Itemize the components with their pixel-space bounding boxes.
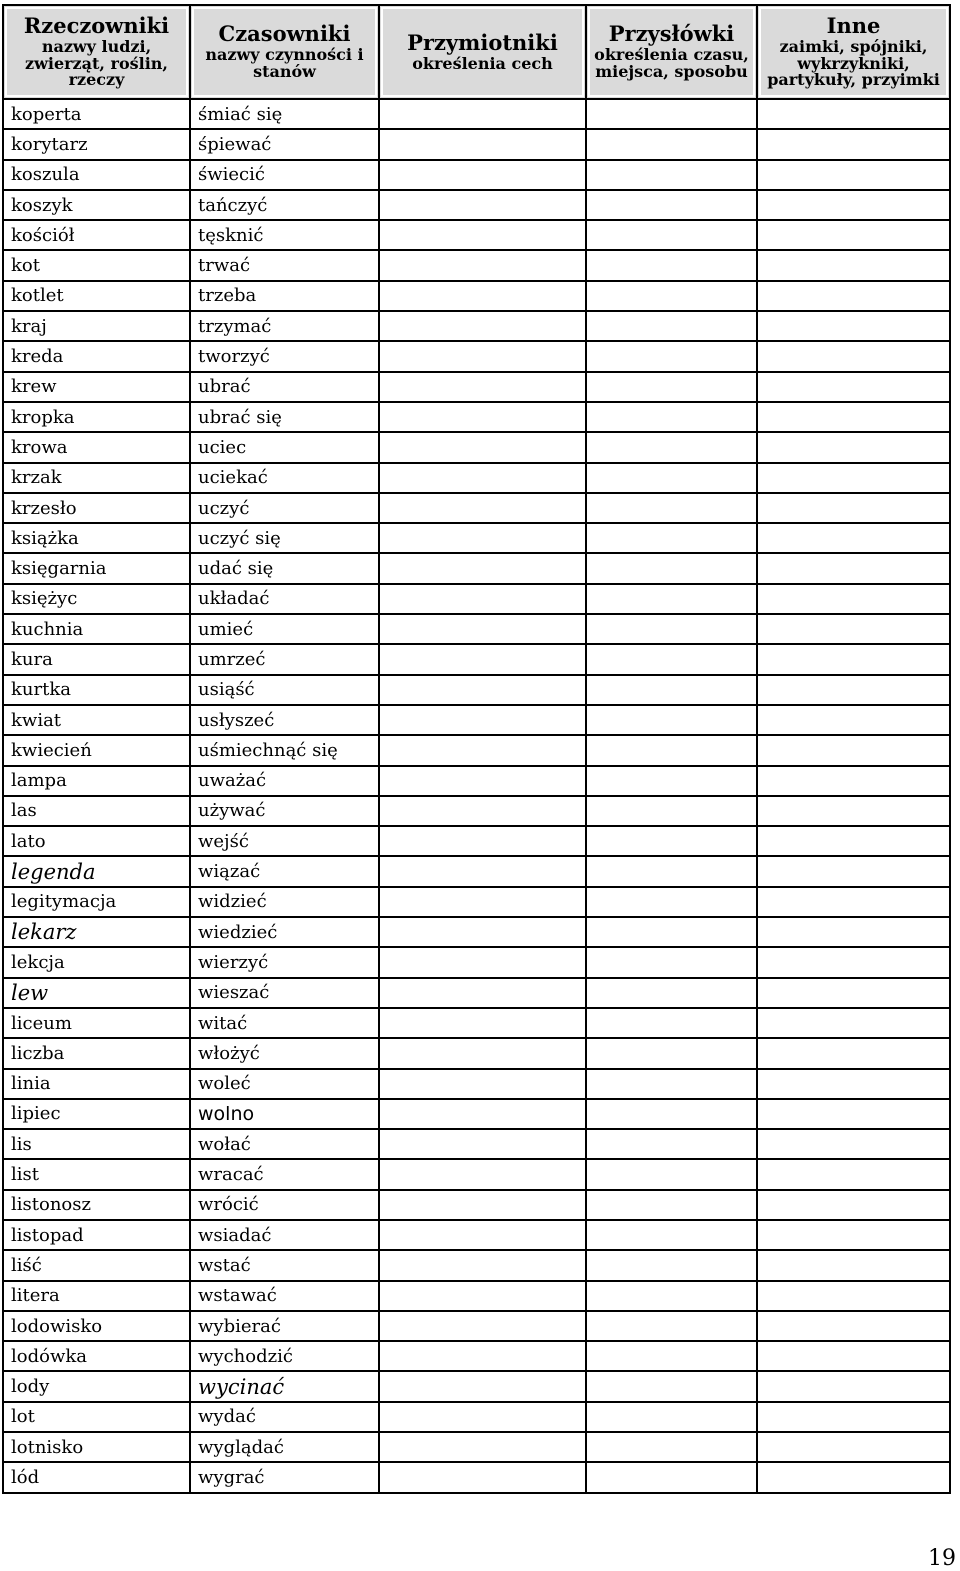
adjective-cell	[379, 1341, 586, 1371]
adjective-cell	[379, 341, 586, 371]
adjective-cell	[379, 947, 586, 977]
other-cell	[757, 1402, 950, 1432]
other-cell	[757, 1159, 950, 1189]
verb-cell: uśmiechnąć się	[190, 735, 379, 765]
adjective-cell	[379, 705, 586, 735]
other-cell	[757, 463, 950, 493]
adverb-cell	[586, 311, 757, 341]
table-row	[3, 584, 950, 614]
verb-cell: widzieć	[190, 887, 379, 917]
other-cell	[757, 1341, 950, 1371]
adjective-cell	[379, 1038, 586, 1068]
noun-cell: lis	[3, 1129, 190, 1159]
noun-cell: kraj	[3, 311, 190, 341]
other-cell	[757, 614, 950, 644]
other-cell	[757, 766, 950, 796]
adverb-cell	[586, 281, 757, 311]
adjective-cell	[379, 856, 586, 886]
other-cell	[757, 220, 950, 250]
noun-cell: kwiat	[3, 705, 190, 735]
adjective-cell	[379, 523, 586, 553]
header-title: Rzeczowniki	[23, 12, 170, 38]
adverb-cell	[586, 1402, 757, 1432]
adjective-cell	[379, 1311, 586, 1341]
adverb-cell	[586, 1311, 757, 1341]
adverb-cell	[586, 796, 757, 826]
verb-cell: woleć	[190, 1069, 379, 1099]
adverb-cell	[586, 856, 757, 886]
verb-cell: wygrać	[190, 1462, 379, 1492]
adverb-cell	[586, 1038, 757, 1068]
table-row	[3, 947, 950, 977]
verb-cell: śmiać się	[190, 99, 379, 129]
verb-cell: trzeba	[190, 281, 379, 311]
adjective-cell	[379, 190, 586, 220]
header-subtitle: nazwy ludzi, zwierząt, roślin, rzeczy	[25, 36, 168, 90]
header-nouns	[3, 5, 190, 99]
noun-cell: korytarz	[3, 129, 190, 159]
noun-cell: listonosz	[3, 1190, 190, 1220]
table-row	[3, 463, 950, 493]
header-subtitle: zaimki, spójniki, wykrzykniki, partykuły, przyimki	[767, 36, 940, 90]
table-row	[3, 1402, 950, 1432]
adverb-cell	[586, 1341, 757, 1371]
other-cell	[757, 160, 950, 190]
table-row	[3, 644, 950, 674]
table-row	[3, 1069, 950, 1099]
adjective-cell	[379, 1099, 586, 1129]
table-row	[3, 826, 950, 856]
adverb-cell	[586, 372, 757, 402]
table-row	[3, 220, 950, 250]
noun-cell: lekcja	[3, 947, 190, 977]
adverb-cell	[586, 1129, 757, 1159]
adverb-cell	[586, 432, 757, 462]
adjective-cell	[379, 644, 586, 674]
adverb-cell	[586, 1250, 757, 1280]
other-cell	[757, 1432, 950, 1462]
adverb-cell	[586, 160, 757, 190]
verb-cell: wierzyć	[190, 947, 379, 977]
table-row	[3, 887, 950, 917]
adjective-cell	[379, 614, 586, 644]
noun-cell: krzak	[3, 463, 190, 493]
verb-cell: ubrać się	[190, 402, 379, 432]
adverb-cell	[586, 675, 757, 705]
other-cell	[757, 1250, 950, 1280]
noun-cell: legenda	[3, 856, 190, 886]
verb-cell: włożyć	[190, 1038, 379, 1068]
verb-cell: wiązać	[190, 856, 379, 886]
noun-cell: lodowisko	[3, 1311, 190, 1341]
noun-cell: kreda	[3, 341, 190, 371]
adjective-cell	[379, 402, 586, 432]
table-row	[3, 341, 950, 371]
adjective-cell	[379, 675, 586, 705]
table-row	[3, 917, 950, 947]
adjective-cell	[379, 463, 586, 493]
header-verbs	[190, 5, 379, 99]
noun-cell: koszula	[3, 160, 190, 190]
adverb-cell	[586, 614, 757, 644]
other-cell	[757, 917, 950, 947]
word-classification-table	[2, 4, 951, 1494]
other-cell	[757, 1371, 950, 1401]
other-cell	[757, 705, 950, 735]
adverb-cell	[586, 1069, 757, 1099]
adverb-cell	[586, 99, 757, 129]
verb-cell: uczyć się	[190, 523, 379, 553]
other-cell	[757, 1311, 950, 1341]
adjective-cell	[379, 917, 586, 947]
noun-cell: lato	[3, 826, 190, 856]
other-cell	[757, 735, 950, 765]
adjective-cell	[379, 220, 586, 250]
adjective-cell	[379, 372, 586, 402]
noun-cell: kura	[3, 644, 190, 674]
table-row	[3, 1462, 950, 1492]
adverb-cell	[586, 735, 757, 765]
header-title: Inne	[826, 12, 881, 38]
header-adjectives	[379, 5, 586, 99]
noun-cell: lotnisko	[3, 1432, 190, 1462]
verb-cell: tworzyć	[190, 341, 379, 371]
table-row	[3, 1190, 950, 1220]
other-cell	[757, 1129, 950, 1159]
table-row	[3, 129, 950, 159]
adverb-cell	[586, 250, 757, 280]
adjective-cell	[379, 584, 586, 614]
table-row	[3, 1371, 950, 1401]
adverb-cell	[586, 220, 757, 250]
adjective-cell	[379, 1250, 586, 1280]
noun-cell: krew	[3, 372, 190, 402]
table-row	[3, 160, 950, 190]
adjective-cell	[379, 1069, 586, 1099]
other-cell	[757, 190, 950, 220]
page-number: 19	[928, 1546, 956, 1571]
adjective-cell	[379, 553, 586, 583]
adverb-cell	[586, 1371, 757, 1401]
verb-cell: wolno	[190, 1099, 379, 1129]
adjective-cell	[379, 887, 586, 917]
header-title: Czasowniki	[218, 21, 351, 47]
noun-cell: krzesło	[3, 493, 190, 523]
other-cell	[757, 978, 950, 1008]
adverb-cell	[586, 341, 757, 371]
verb-cell: wracać	[190, 1159, 379, 1189]
other-cell	[757, 644, 950, 674]
verb-cell: umrzeć	[190, 644, 379, 674]
adjective-cell	[379, 1159, 586, 1189]
verb-cell: uciec	[190, 432, 379, 462]
header-row	[3, 5, 950, 99]
adverb-cell	[586, 129, 757, 159]
verb-cell: uczyć	[190, 493, 379, 523]
noun-cell: lipiec	[3, 1099, 190, 1129]
verb-cell: wejść	[190, 826, 379, 856]
noun-cell: kot	[3, 250, 190, 280]
table-row	[3, 553, 950, 583]
verb-cell: usiąść	[190, 675, 379, 705]
table-row	[3, 1311, 950, 1341]
verb-cell: umieć	[190, 614, 379, 644]
header-title: Przymiotniki	[407, 29, 558, 55]
adjective-cell	[379, 766, 586, 796]
noun-cell: lody	[3, 1371, 190, 1401]
table-row	[3, 402, 950, 432]
adverb-cell	[586, 826, 757, 856]
noun-cell: książka	[3, 523, 190, 553]
verb-cell: usłyszeć	[190, 705, 379, 735]
noun-cell: kotlet	[3, 281, 190, 311]
table-row	[3, 796, 950, 826]
other-cell	[757, 129, 950, 159]
other-cell	[757, 341, 950, 371]
verb-cell: wieszać	[190, 978, 379, 1008]
other-cell	[757, 826, 950, 856]
table-row	[3, 675, 950, 705]
adverb-cell	[586, 1432, 757, 1462]
verb-cell: wycinać	[190, 1371, 379, 1401]
table-row	[3, 250, 950, 280]
noun-cell: kropka	[3, 402, 190, 432]
adjective-cell	[379, 1432, 586, 1462]
table-row	[3, 372, 950, 402]
other-cell	[757, 796, 950, 826]
noun-cell: koperta	[3, 99, 190, 129]
adverb-cell	[586, 766, 757, 796]
table-row	[3, 1250, 950, 1280]
other-cell	[757, 553, 950, 583]
other-cell	[757, 523, 950, 553]
noun-cell: linia	[3, 1069, 190, 1099]
header-other	[757, 5, 950, 99]
other-cell	[757, 1069, 950, 1099]
adjective-cell	[379, 1129, 586, 1159]
table-row	[3, 190, 950, 220]
verb-cell: trzymać	[190, 311, 379, 341]
noun-cell: litera	[3, 1281, 190, 1311]
adjective-cell	[379, 1190, 586, 1220]
noun-cell: liceum	[3, 1008, 190, 1038]
other-cell	[757, 1220, 950, 1250]
verb-cell: trwać	[190, 250, 379, 280]
noun-cell: lew	[3, 978, 190, 1008]
noun-cell: koszyk	[3, 190, 190, 220]
table-row	[3, 766, 950, 796]
noun-cell: krowa	[3, 432, 190, 462]
verb-cell: używać	[190, 796, 379, 826]
verb-cell: wydać	[190, 1402, 379, 1432]
adjective-cell	[379, 250, 586, 280]
table-row	[3, 1008, 950, 1038]
adjective-cell	[379, 99, 586, 129]
header-subtitle: określenia czasu, miejsca, sposobu	[594, 45, 749, 82]
other-cell	[757, 887, 950, 917]
table-row	[3, 99, 950, 129]
adverb-cell	[586, 1159, 757, 1189]
table-row	[3, 523, 950, 553]
adjective-cell	[379, 796, 586, 826]
table-row	[3, 856, 950, 886]
header-adverbs	[586, 5, 757, 99]
header-subtitle: nazwy czynności i stanów	[205, 45, 364, 82]
other-cell	[757, 493, 950, 523]
noun-cell: las	[3, 796, 190, 826]
table-row	[3, 978, 950, 1008]
verb-cell: uciekać	[190, 463, 379, 493]
adjective-cell	[379, 1220, 586, 1250]
table-row	[3, 735, 950, 765]
adverb-cell	[586, 978, 757, 1008]
other-cell	[757, 281, 950, 311]
table-row	[3, 281, 950, 311]
noun-cell: kościół	[3, 220, 190, 250]
verb-cell: ubrać	[190, 372, 379, 402]
verb-cell: wstawać	[190, 1281, 379, 1311]
adverb-cell	[586, 705, 757, 735]
adjective-cell	[379, 1462, 586, 1492]
table-row	[3, 432, 950, 462]
noun-cell: księgarnia	[3, 553, 190, 583]
noun-cell: legitymacja	[3, 887, 190, 917]
verb-cell: wołać	[190, 1129, 379, 1159]
table-row	[3, 493, 950, 523]
adverb-cell	[586, 947, 757, 977]
other-cell	[757, 584, 950, 614]
verb-cell: udać się	[190, 553, 379, 583]
table-row	[3, 1159, 950, 1189]
table-row	[3, 1220, 950, 1250]
verb-cell: układać	[190, 584, 379, 614]
table-row	[3, 614, 950, 644]
table-body	[3, 99, 950, 1493]
adverb-cell	[586, 493, 757, 523]
noun-cell: lekarz	[3, 917, 190, 947]
noun-cell: lot	[3, 1402, 190, 1432]
verb-cell: wstać	[190, 1250, 379, 1280]
verb-cell: uważać	[190, 766, 379, 796]
adverb-cell	[586, 887, 757, 917]
table-row	[3, 1129, 950, 1159]
noun-cell: lampa	[3, 766, 190, 796]
adverb-cell	[586, 917, 757, 947]
noun-cell: list	[3, 1159, 190, 1189]
verb-cell: wiedzieć	[190, 917, 379, 947]
verb-cell: wybierać	[190, 1311, 379, 1341]
noun-cell: kwiecień	[3, 735, 190, 765]
verb-cell: wyglądać	[190, 1432, 379, 1462]
adjective-cell	[379, 129, 586, 159]
header-subtitle: określenia cech	[412, 53, 553, 73]
other-cell	[757, 1038, 950, 1068]
adjective-cell	[379, 432, 586, 462]
table-row	[3, 1099, 950, 1129]
header-title: Przysłówki	[608, 21, 735, 47]
table-row	[3, 1432, 950, 1462]
adverb-cell	[586, 463, 757, 493]
other-cell	[757, 250, 950, 280]
noun-cell: kurtka	[3, 675, 190, 705]
other-cell	[757, 675, 950, 705]
adjective-cell	[379, 978, 586, 1008]
other-cell	[757, 402, 950, 432]
table-row	[3, 1341, 950, 1371]
adverb-cell	[586, 553, 757, 583]
other-cell	[757, 856, 950, 886]
adjective-cell	[379, 493, 586, 523]
other-cell	[757, 1099, 950, 1129]
verb-cell: wsiadać	[190, 1220, 379, 1250]
other-cell	[757, 947, 950, 977]
adverb-cell	[586, 190, 757, 220]
adverb-cell	[586, 523, 757, 553]
adverb-cell	[586, 1220, 757, 1250]
adverb-cell	[586, 584, 757, 614]
table-row	[3, 1038, 950, 1068]
adverb-cell	[586, 402, 757, 432]
table-row	[3, 311, 950, 341]
adjective-cell	[379, 311, 586, 341]
adjective-cell	[379, 826, 586, 856]
noun-cell: liść	[3, 1250, 190, 1280]
noun-cell: listopad	[3, 1220, 190, 1250]
other-cell	[757, 311, 950, 341]
other-cell	[757, 1190, 950, 1220]
adjective-cell	[379, 1402, 586, 1432]
adverb-cell	[586, 644, 757, 674]
other-cell	[757, 1281, 950, 1311]
adjective-cell	[379, 1008, 586, 1038]
noun-cell: kuchnia	[3, 614, 190, 644]
verb-cell: witać	[190, 1008, 379, 1038]
adjective-cell	[379, 1371, 586, 1401]
adjective-cell	[379, 160, 586, 190]
adverb-cell	[586, 1462, 757, 1492]
verb-cell: śpiewać	[190, 129, 379, 159]
adverb-cell	[586, 1190, 757, 1220]
noun-cell: księżyc	[3, 584, 190, 614]
other-cell	[757, 372, 950, 402]
verb-cell: tęsknić	[190, 220, 379, 250]
noun-cell: lodówka	[3, 1341, 190, 1371]
adverb-cell	[586, 1099, 757, 1129]
verb-cell: wychodzić	[190, 1341, 379, 1371]
adverb-cell	[586, 1281, 757, 1311]
other-cell	[757, 432, 950, 462]
other-cell	[757, 99, 950, 129]
noun-cell: liczba	[3, 1038, 190, 1068]
verb-cell: wrócić	[190, 1190, 379, 1220]
adjective-cell	[379, 281, 586, 311]
noun-cell: lód	[3, 1462, 190, 1492]
table-row	[3, 705, 950, 735]
other-cell	[757, 1008, 950, 1038]
verb-cell: świecić	[190, 160, 379, 190]
adverb-cell	[586, 1008, 757, 1038]
table-row	[3, 1281, 950, 1311]
verb-cell: tańczyć	[190, 190, 379, 220]
adjective-cell	[379, 735, 586, 765]
other-cell	[757, 1462, 950, 1492]
adjective-cell	[379, 1281, 586, 1311]
